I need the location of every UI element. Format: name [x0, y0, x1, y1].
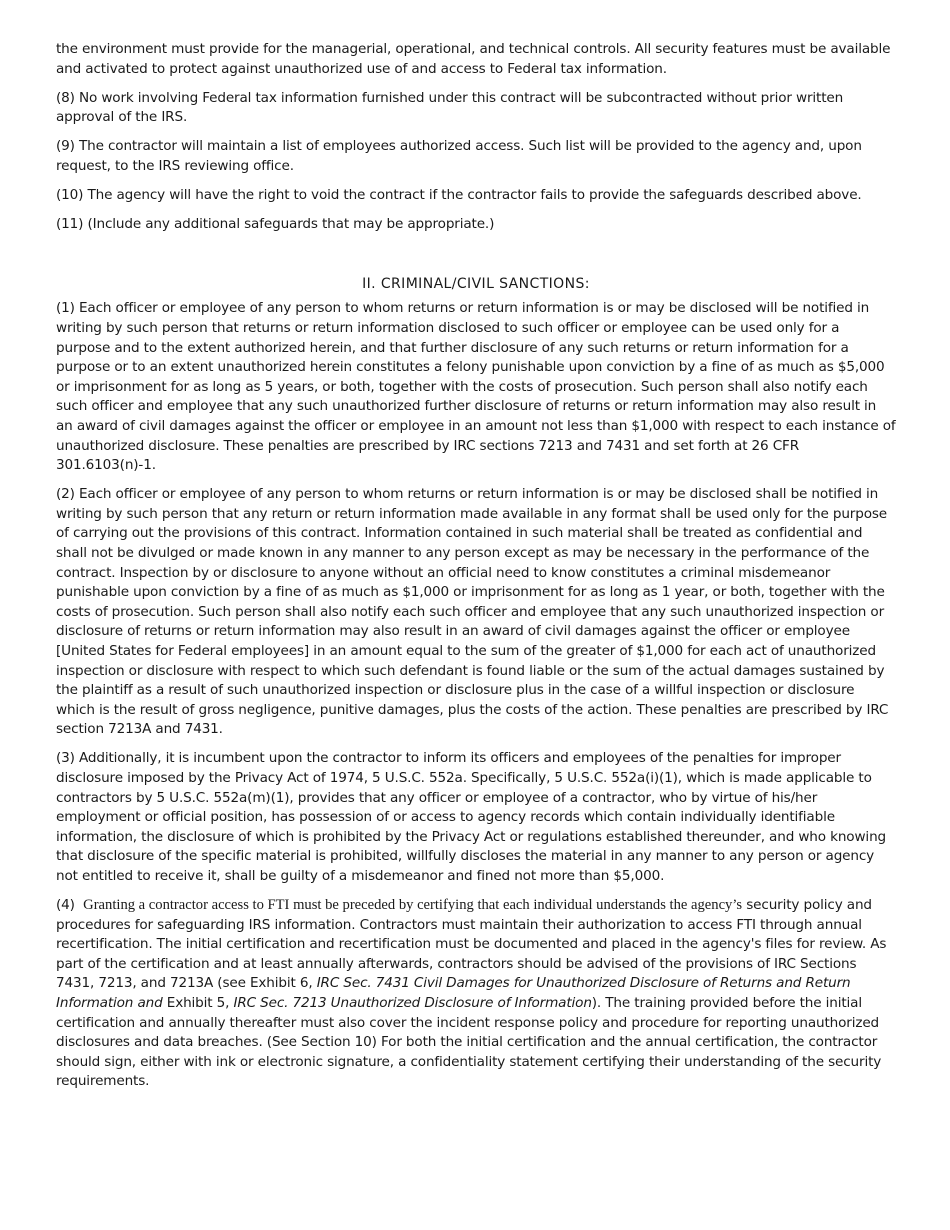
- section-heading-sanctions: II. CRIMINAL/CIVIL SANCTIONS:: [362, 275, 590, 292]
- paragraph-4-body-b: Exhibit 5,: [166, 995, 230, 1012]
- paragraph-4-number: (4): [56, 897, 75, 914]
- sanction-paragraph-4: [56, 896, 896, 1092]
- sanction-paragraph-2: (2) Each officer or employee of any person to whom returns or return information is or may be disclosed shall be notified in writing by such person that any return or return information made available in any format shall be used only for the purpose of carrying out the provisions of this contract. Information contained in such material shall be treated as confidential and shall not be divulged or made known in any manner to any person except as may be necessary in the performance of the contract. Inspection by or disclosure to anyone without an official need to know constitutes a criminal misdemeanor punishable upon conviction by a fine of as much as $1,000 or imprisonment for as long as 1 year, or both, together with the costs of prosecution. Such person shall also notify each such officer and employee that any such unauthorized inspection or disclosure of returns or return information may also result in an award of civil damages against the officer or employee [United States for Federal employees] in an amount equal to the sum of the greater of $1,000 for each act of unauthorized inspection or disclosure with respect to which such defendant is found liable or the sum of the actual damages sustained by the plaintiff as a result of such unauthorized inspection or disclosure plus in the case of a willful inspection or disclosure which is the result of gross negligence, punitive damages, plus the costs of the action. These penalties are prescribed by IRC section 7213A and 7431.: [56, 486, 889, 738]
- paragraph-9-employee-list: (9) The contractor will maintain a list of employees authorized access. Such list will be provided to the agency and, upon request, to the IRS reviewing office.: [56, 138, 862, 174]
- sanction-paragraph-1: (1) Each officer or employee of any person to whom returns or return information is or may be disclosed will be notified in writing by such person that returns or return information disclosed to such officer or employee can be used only for a purpose and to the extent authorized herein, and that further disclosure of any such returns or return information for a purpose or to an extent unauthorized herein constitutes a felony punishable upon conviction by a fine of as much as $5,000 or imprisonment for as long as 5 years, or both, together with the costs of prosecution. Such person shall also notify each such officer and employee that any such unauthorized further disclosure of returns or return information may also result in an award of civil damages against the officer or employee in an amount not less than $1,000 with respect to each instance of unauthorized disclosure. These penalties are prescribed by IRC sections 7213 and 7431 and set forth at 26 CFR 301.6103(n)-1.: [56, 300, 896, 474]
- exhibit-6-title: IRC Sec. 7431 Civil Damages for Unauthorized Disclosure of Returns and Return Information and: [56, 975, 851, 1012]
- paragraph-4-body-c: ). The training provided before the initial certification and annually thereafter must also cover the incident response policy and procedure for reporting unauthorized disclosures and data breaches. (See Section 10) For both the initial certification and the annual certification, the contractor should sign, either with ink or electronic signature, a confidentiality statement certifying their understanding of the security requirements.: [56, 995, 882, 1090]
- paragraph-4-serif-lead: Granting a contractor access to FTI must be preceded by certifying that each individual understands the agency’s: [83, 897, 743, 914]
- paragraph-11-additional-safeguards: (11) (Include any additional safeguards that may be appropriate.): [56, 216, 495, 233]
- paragraph-8-subcontracting: (8) No work involving Federal tax information furnished under this contract will be subcontracted without prior written approval of the IRS.: [56, 89, 844, 126]
- paragraph-10-void-contract: (10) The agency will have the right to void the contract if the contractor fails to provide the safeguards described above.: [56, 187, 862, 204]
- exhibit-5-title: IRC Sec. 7213 Unauthorized Disclosure of Information: [233, 995, 592, 1012]
- paragraph-4-body-a: security policy and procedures for safeguarding IRS information. Contractors must maintain their authorization to access FTI through annual recertification. The initial certification and recertification must be documented and placed in the agency's files for review. As part of the certification and at least annually afterwards, contractors should be advised of the provisions of IRC Sections 7431, 7213, and 7213A (see Exhibit 6,: [56, 897, 887, 992]
- sanction-paragraph-3: (3) Additionally, it is incumbent upon the contractor to inform its officers and employees of the penalties for improper disclosure imposed by the Privacy Act of 1974, 5 U.S.C. 552a. Specifically, 5 U.S.C. 552a(i)(1), which is made applicable to contractors by 5 U.S.C. 552a(m)(1), provides that any officer or employee of a contractor, who by virtue of his/her employment or official position, has possession of or access to agency records which contain individually identifiable information, the disclosure of which is prohibited by the Privacy Act or regulations established thereunder, and who knowing that disclosure of the specific material is prohibited, willfully discloses the material in any manner to any person or agency not entitled to receive it, shall be guilty of a misdemeanor and fined not more than $5,000.: [56, 750, 887, 884]
- document-page: [56, 40, 896, 1102]
- paragraph-environment-controls: the environment must provide for the managerial, operational, and technical controls. All security features must be available and activated to protect against unauthorized use of and access to Federal tax information.: [56, 41, 891, 77]
